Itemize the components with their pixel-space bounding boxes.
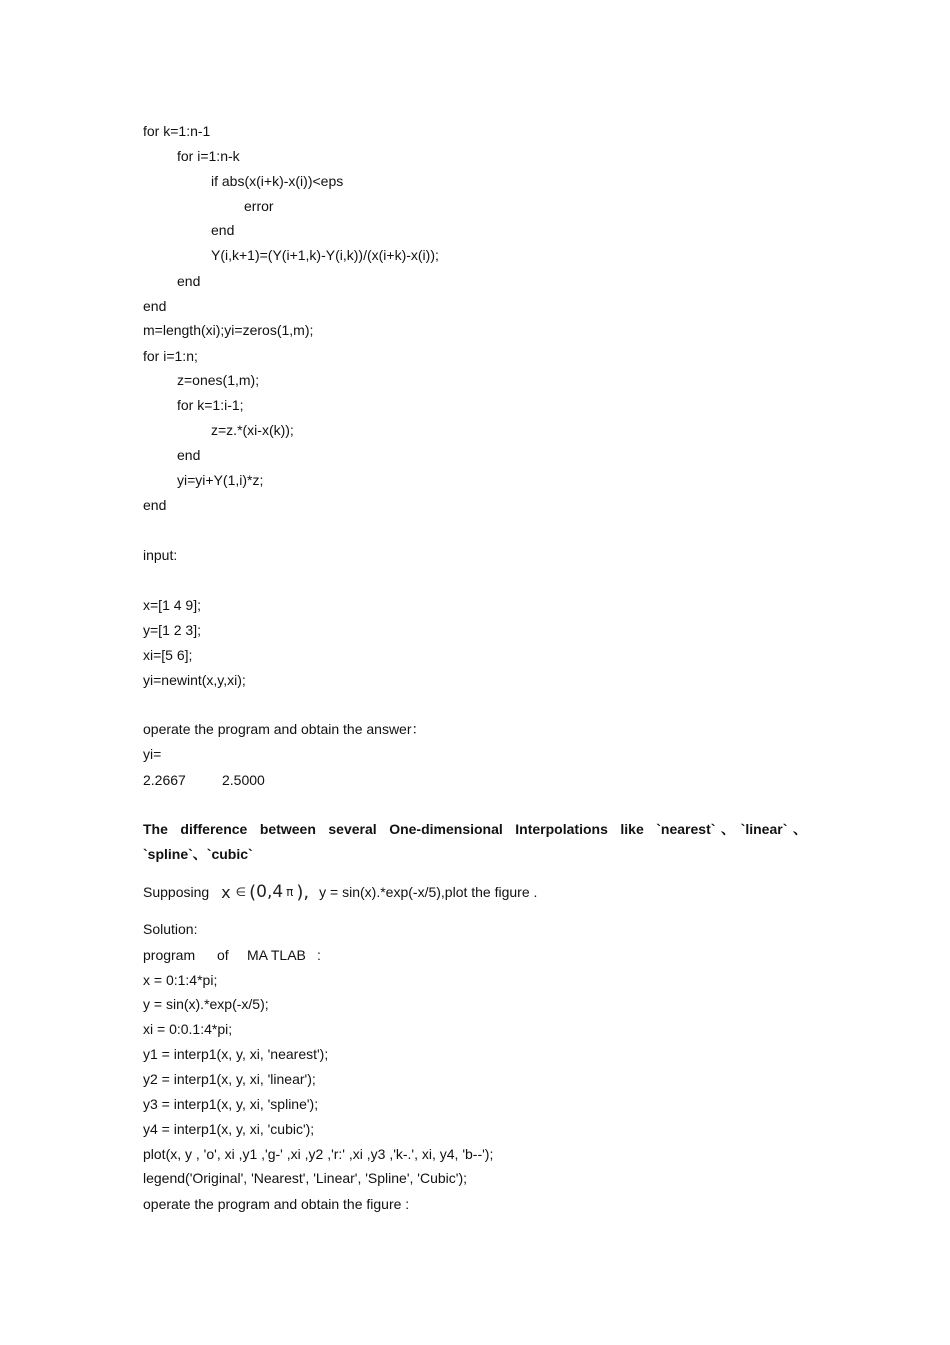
- result-value: 2.2667: [143, 772, 186, 788]
- program-label-word: of: [217, 947, 229, 963]
- code-line: yi=yi+Y(1,i)*z;: [177, 472, 264, 488]
- code-line: x=[1 4 9];: [143, 597, 201, 613]
- code-line: end: [177, 273, 201, 289]
- code-line: plot(x, y , 'o', xi ,y1 ,'g-' ,xi ,y2 ,'r:' ,xi ,y3 ,'k-.', xi, y4, 'b--');: [143, 1146, 494, 1162]
- program-label-word: program: [143, 947, 196, 963]
- result-value: 2.5000: [222, 772, 265, 788]
- solution-label: Solution:: [143, 921, 198, 937]
- program-label-word: :: [317, 947, 321, 963]
- program-label-word: MA TLAB: [247, 947, 306, 963]
- result-intro: operate the program and obtain the answer：: [143, 721, 426, 737]
- code-line: for k=1:i-1;: [177, 397, 244, 413]
- math-variable: x: [221, 882, 231, 902]
- input-label: input:: [143, 547, 178, 563]
- code-line: z=z.*(xi-x(k));: [211, 422, 294, 438]
- code-line: z=ones(1,m);: [177, 372, 260, 388]
- pi-symbol: π: [286, 885, 294, 899]
- code-line: x = 0:1:4*pi;: [143, 972, 218, 988]
- code-line: legend('Original', 'Nearest', 'Linear', 'Spline', 'Cubic');: [143, 1170, 467, 1186]
- code-line: for i=1:n;: [143, 348, 198, 364]
- code-line: y = sin(x).*exp(-x/5);: [143, 996, 269, 1012]
- code-line: end: [211, 222, 235, 238]
- code-line: y2 = interp1(x, y, xi, 'linear');: [143, 1071, 316, 1087]
- code-line: Y(i,k+1)=(Y(i+1,k)-Y(i,k))/(x(i+k)-x(i));: [211, 247, 439, 263]
- code-line: y4 = interp1(x, y, xi, 'cubic');: [143, 1121, 315, 1137]
- code-line: end: [143, 298, 167, 314]
- result-variable: yi=: [143, 746, 162, 762]
- code-line: y3 = interp1(x, y, xi, 'spline');: [143, 1096, 319, 1112]
- code-line: end: [143, 497, 167, 513]
- range-values: 0,4: [256, 882, 284, 902]
- code-line: for i=1:n-k: [177, 148, 240, 164]
- open-paren: (: [249, 881, 257, 903]
- supposing-statement: [143, 880, 537, 904]
- code-line: error: [244, 198, 274, 214]
- code-line: for k=1:n-1: [143, 123, 211, 139]
- code-line: y=[1 2 3];: [143, 622, 201, 638]
- code-line: end: [177, 447, 201, 463]
- code-line: yi=newint(x,y,xi);: [143, 672, 246, 688]
- code-line: xi = 0:0.1:4*pi;: [143, 1021, 233, 1037]
- equation-text: y = sin(x).*exp(-x/5),plot the figure .: [319, 884, 538, 900]
- code-line: if abs(x(i+k)-x(i))<eps: [211, 173, 344, 189]
- code-line: m=length(xi);yi=zeros(1,m);: [143, 322, 314, 338]
- closing-line: operate the program and obtain the figure :: [143, 1196, 410, 1212]
- close-paren: ),: [296, 881, 310, 903]
- code-line: xi=[5 6];: [143, 647, 193, 663]
- element-of-symbol: ∈: [235, 885, 247, 899]
- supposing-label: Supposing: [143, 884, 210, 900]
- code-line: y1 = interp1(x, y, xi, 'nearest');: [143, 1046, 329, 1062]
- section-heading: The difference between several One-dimensional Interpolations like `nearest`、`linear`、`spline`、`cubic`: [143, 821, 807, 862]
- domain-formula: [221, 882, 309, 903]
